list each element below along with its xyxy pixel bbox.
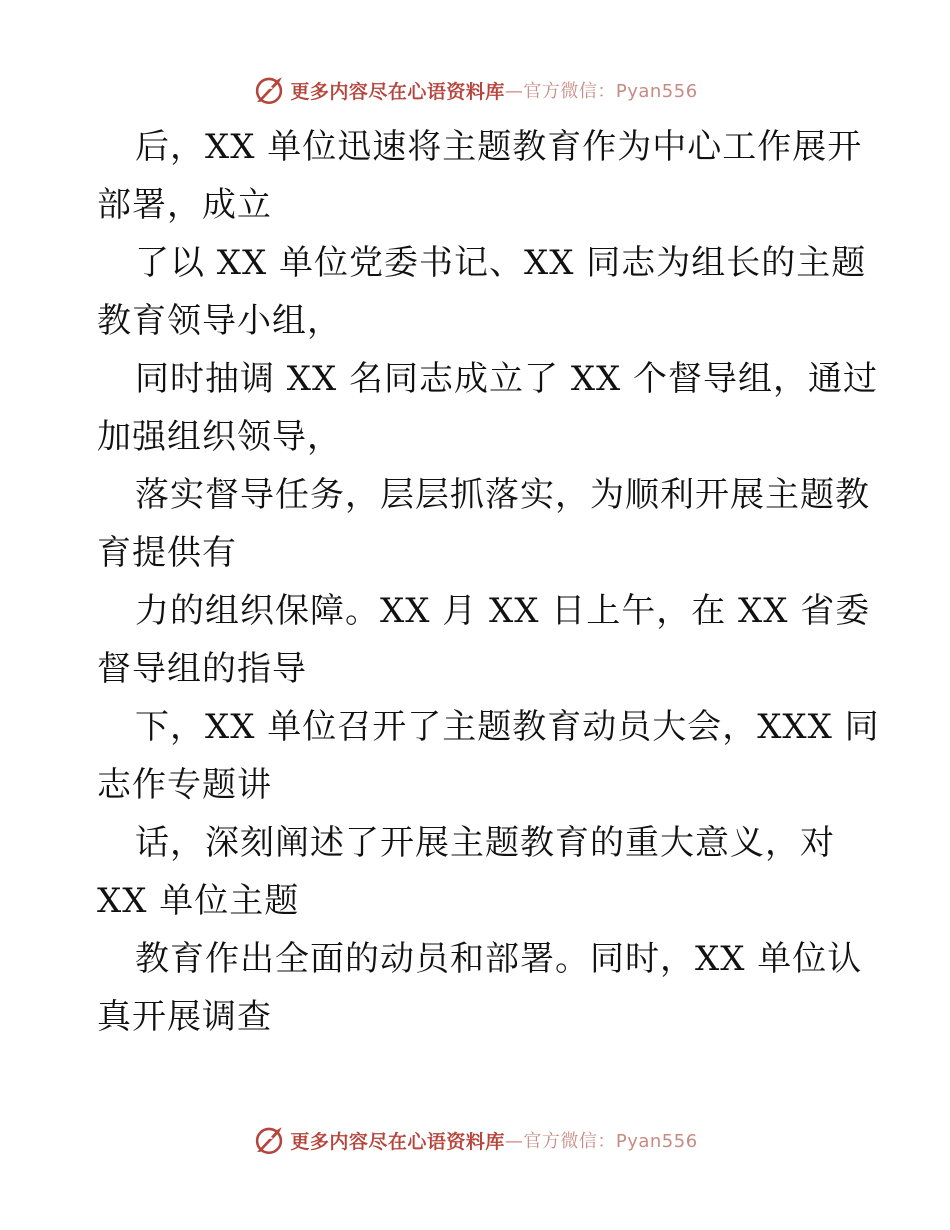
paragraph — [97, 118, 877, 234]
paragraph — [97, 582, 877, 698]
paragraph-line-2: 部署，成立 — [97, 185, 272, 225]
paragraph — [97, 350, 877, 466]
paragraph-line-2: XX 单位主题 — [97, 881, 300, 921]
paragraph — [97, 930, 877, 1046]
paragraph-line-1: 同时抽调 XX 名同志成立了 XX 个督导组，通过 — [135, 359, 879, 399]
paragraph-line-1: 后，XX 单位迅速将主题教育作为中心工作展开 — [135, 127, 863, 167]
paragraph-line-1: 了以 XX 单位党委书记、XX 同志为组长的主题 — [135, 243, 867, 283]
quill-pen-logo-icon — [252, 73, 286, 107]
quill-pen-logo-icon — [252, 1123, 286, 1157]
paragraph-line-1: 力的组织保障。XX 月 XX 日上午，在 XX 省委 — [135, 591, 871, 631]
paragraph — [97, 814, 877, 930]
paragraph-line-1: 话，深刻阐述了开展主题教育的重大意义，对 — [135, 823, 835, 863]
footer-banner — [0, 1120, 950, 1160]
paragraph-line-2: 志作专题讲 — [97, 765, 272, 805]
paragraph — [97, 234, 877, 350]
banner-main-text: 更多内容尽在心语资料库 — [290, 80, 505, 103]
banner-sub-text: —官方微信：Pyan556 — [504, 1131, 698, 1152]
paragraph-line-1: 落实督导任务，层层抓落实，为顺利开展主题教 — [135, 475, 870, 515]
banner-sub-text: —官方微信：Pyan556 — [504, 81, 698, 102]
document-body — [97, 118, 880, 1046]
header-banner — [0, 70, 950, 110]
paragraph-line-2: 教育领导小组， — [97, 301, 342, 341]
banner-main-text: 更多内容尽在心语资料库 — [290, 1130, 505, 1153]
paragraph — [97, 466, 877, 582]
paragraph-line-1: 教育作出全面的动员和部署。同时，XX 单位认 — [135, 939, 863, 979]
paragraph-line-2: 真开展调查 — [97, 997, 272, 1037]
paragraph-line-2: 督导组的指导 — [97, 649, 307, 689]
paragraph-line-2: 加强组织领导， — [97, 417, 342, 457]
paragraph-line-1: 下，XX 单位召开了主题教育动员大会，XXX 同 — [135, 707, 880, 747]
paragraph — [97, 698, 880, 814]
paragraph-line-2: 育提供有 — [97, 533, 237, 573]
